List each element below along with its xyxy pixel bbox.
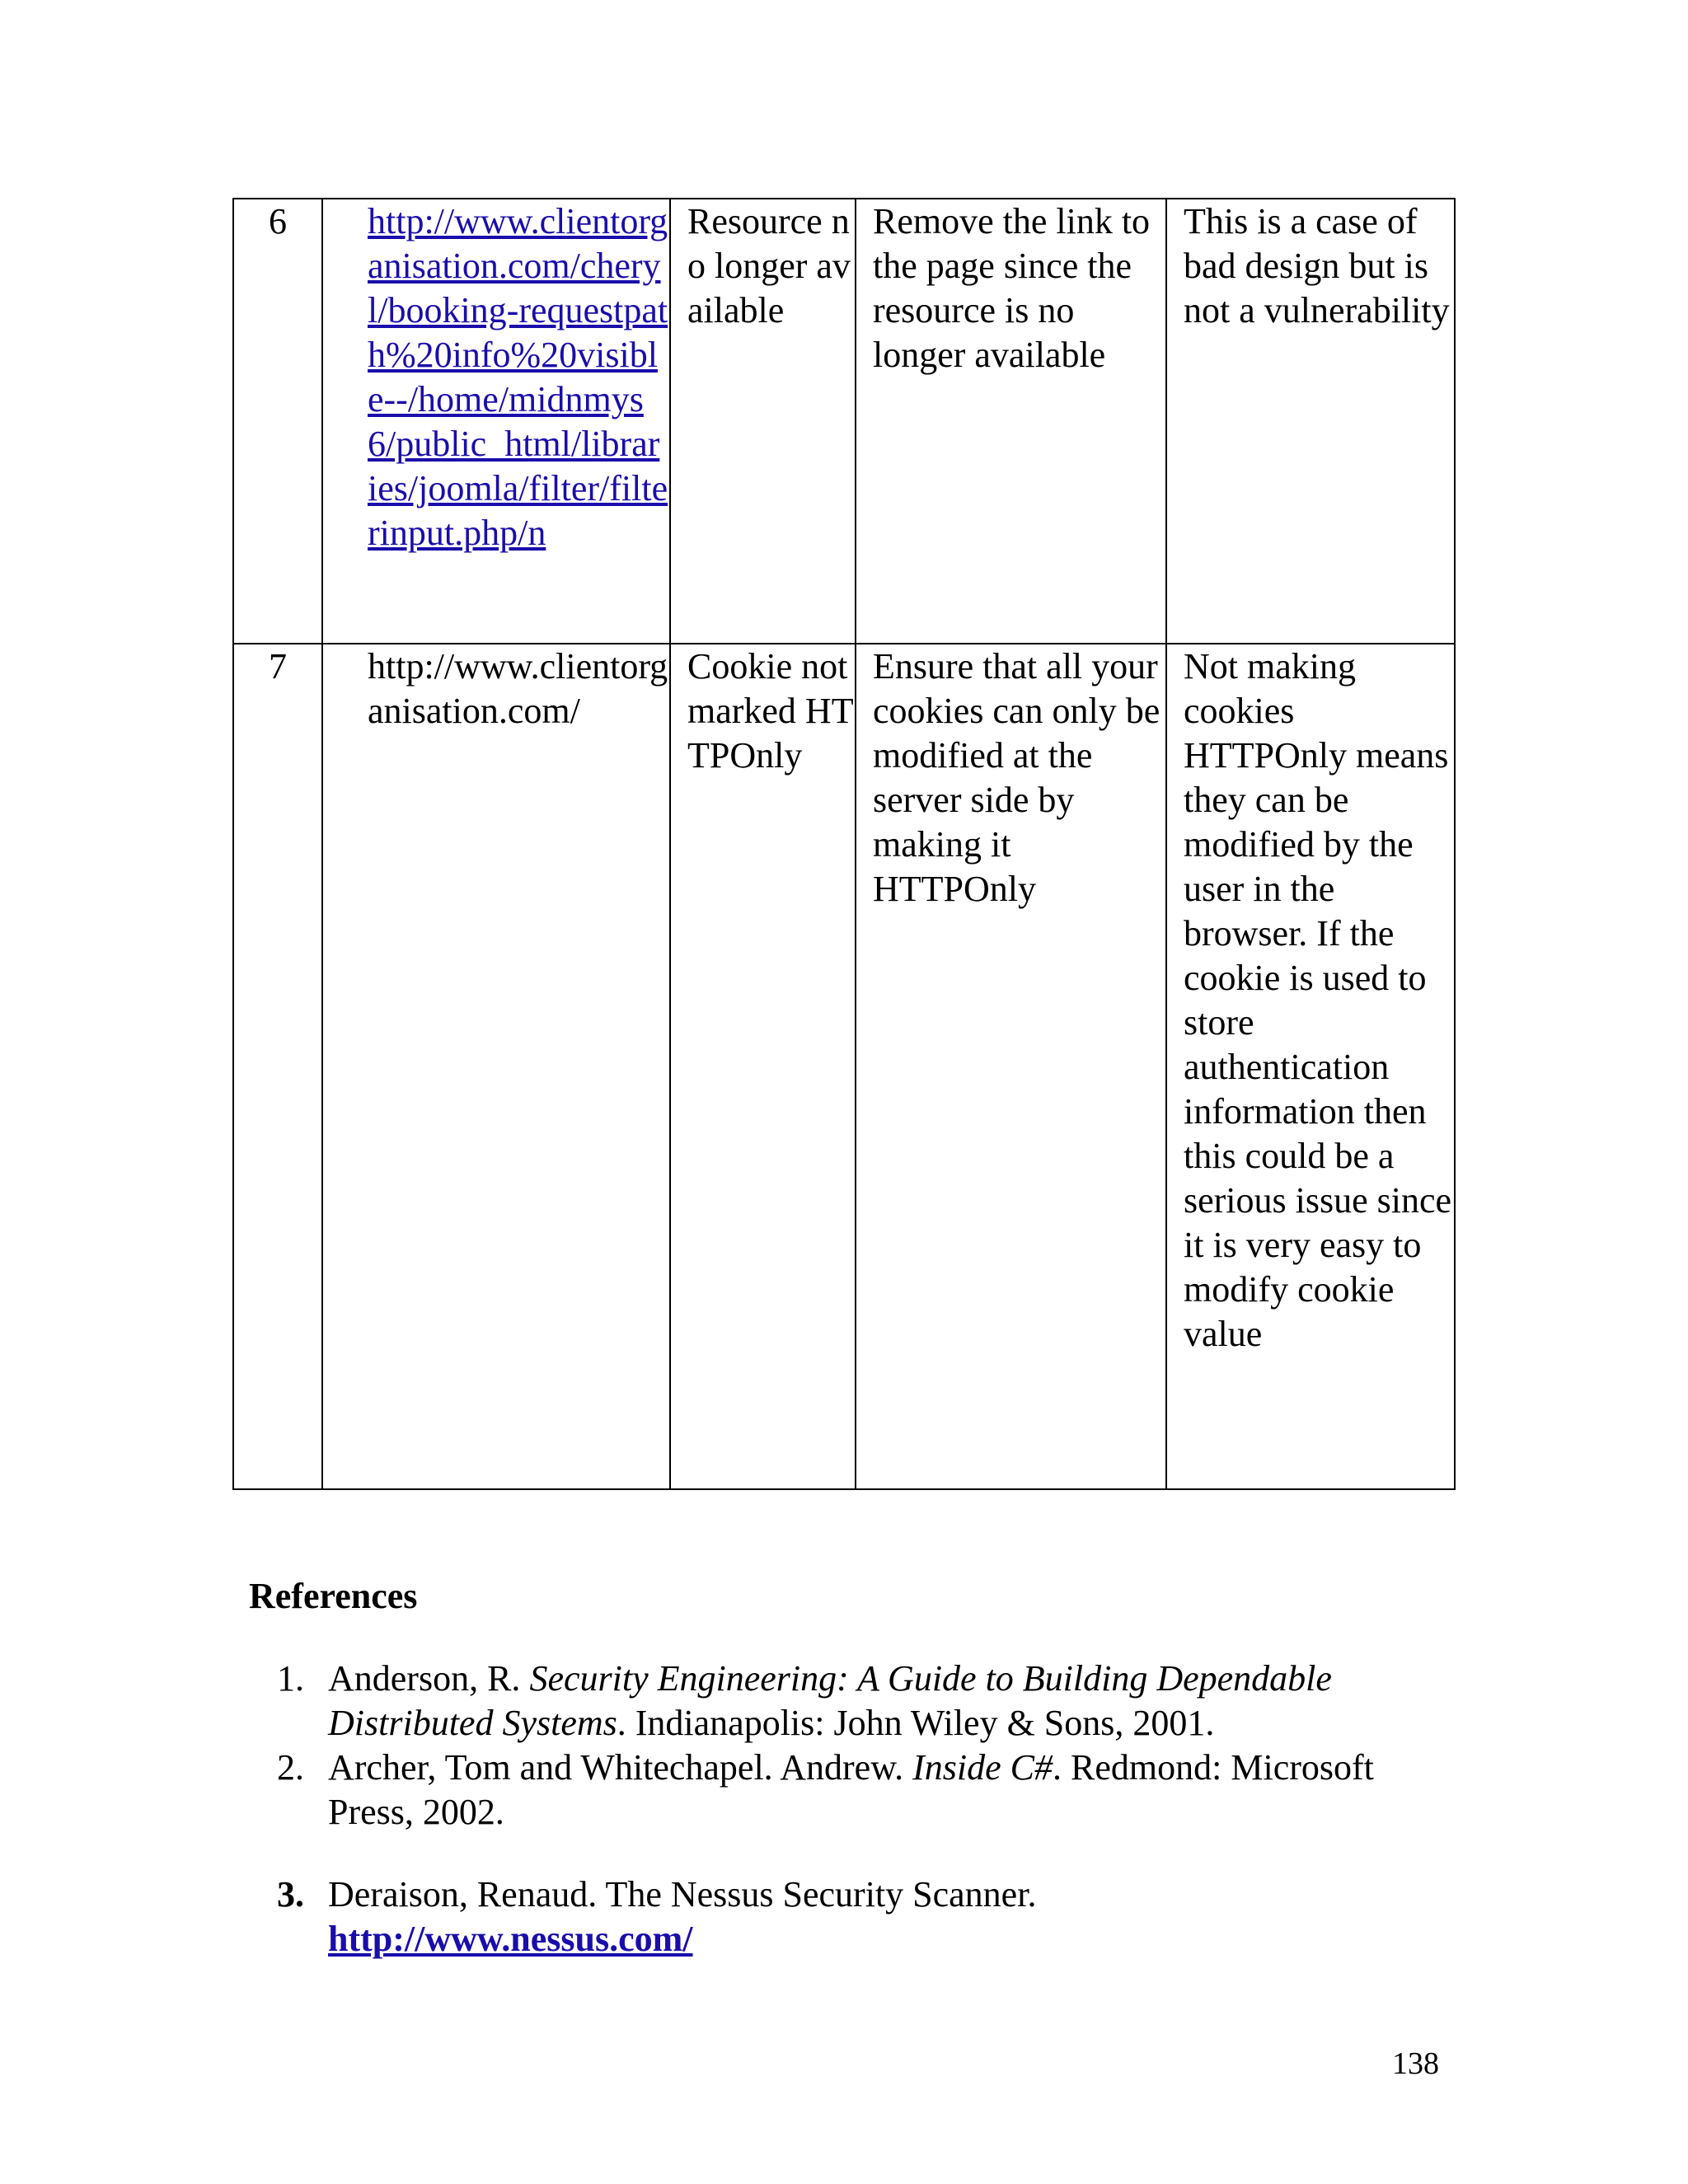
reference-publisher: . Redmond: Microsoft Press, 2002. xyxy=(328,1747,1374,1832)
issue-text: Cookie not marked HTTPOnly xyxy=(687,646,854,776)
reference-item xyxy=(272,1746,1467,1835)
note-text: Not making cookies HTTPOnly means they can be modified by the user in the browser. If the cookie is used to store authentication information then this could be a serious issue since it is very easy to modify cookie value xyxy=(1184,646,1452,1354)
url-cell xyxy=(322,644,670,1489)
reference-item xyxy=(272,1657,1467,1746)
fix-text: Remove the link to the page since the resource is no longer available xyxy=(873,201,1151,375)
note-cell xyxy=(1166,644,1455,1489)
note-cell xyxy=(1166,199,1455,644)
references-heading: References xyxy=(249,1576,418,1616)
reference-title: Inside C# xyxy=(912,1747,1053,1788)
reference-item xyxy=(272,1872,1467,1961)
reference-number: 2. xyxy=(277,1747,304,1788)
issue-cell xyxy=(670,199,856,644)
page-number: 138 xyxy=(1392,2046,1439,2081)
reference-author: Anderson, R. xyxy=(328,1658,530,1699)
reference-link[interactable]: http://www.nessus.com/ xyxy=(328,1919,693,1959)
fix-cell xyxy=(856,644,1166,1489)
issue-text: Resource no longer available xyxy=(687,201,851,330)
table-row xyxy=(233,199,1455,644)
references-list xyxy=(272,1657,1467,1961)
reference-number: 3. xyxy=(277,1874,304,1915)
vulnerability-table xyxy=(232,198,1456,1490)
table-row xyxy=(233,644,1455,1489)
url-cell xyxy=(322,199,670,644)
note-text: This is a case of bad design but is not a vulnerability xyxy=(1184,201,1450,330)
issue-cell xyxy=(670,644,856,1489)
row-number: 7 xyxy=(233,644,322,1489)
row-number: 6 xyxy=(233,199,322,644)
reference-author: Archer, Tom and Whitechapel. Andrew. xyxy=(328,1747,913,1788)
reference-number: 1. xyxy=(277,1658,304,1699)
fix-cell xyxy=(856,199,1166,644)
reference-text: Deraison, Renaud. The Nessus Security Scanner. xyxy=(328,1874,1037,1915)
url-link[interactable]: http://www.clientorganisation.com/cheryl/booking-requestpath%20info%20visible--/home/midnmys6/public_html/libraries/joomla/filter/filterinput.php/n xyxy=(368,201,668,553)
fix-text: Ensure that all your cookies can only be modified at the server side by making it HTTPOnly xyxy=(873,646,1160,909)
reference-publisher: . Indianapolis: John Wiley & Sons, 2001. xyxy=(617,1703,1215,1743)
reference-title: Security Engineering: A Guide to Building Dependable Distributed Systems xyxy=(328,1658,1332,1743)
url-text: http://www.clientorganisation.com/ xyxy=(368,646,668,731)
